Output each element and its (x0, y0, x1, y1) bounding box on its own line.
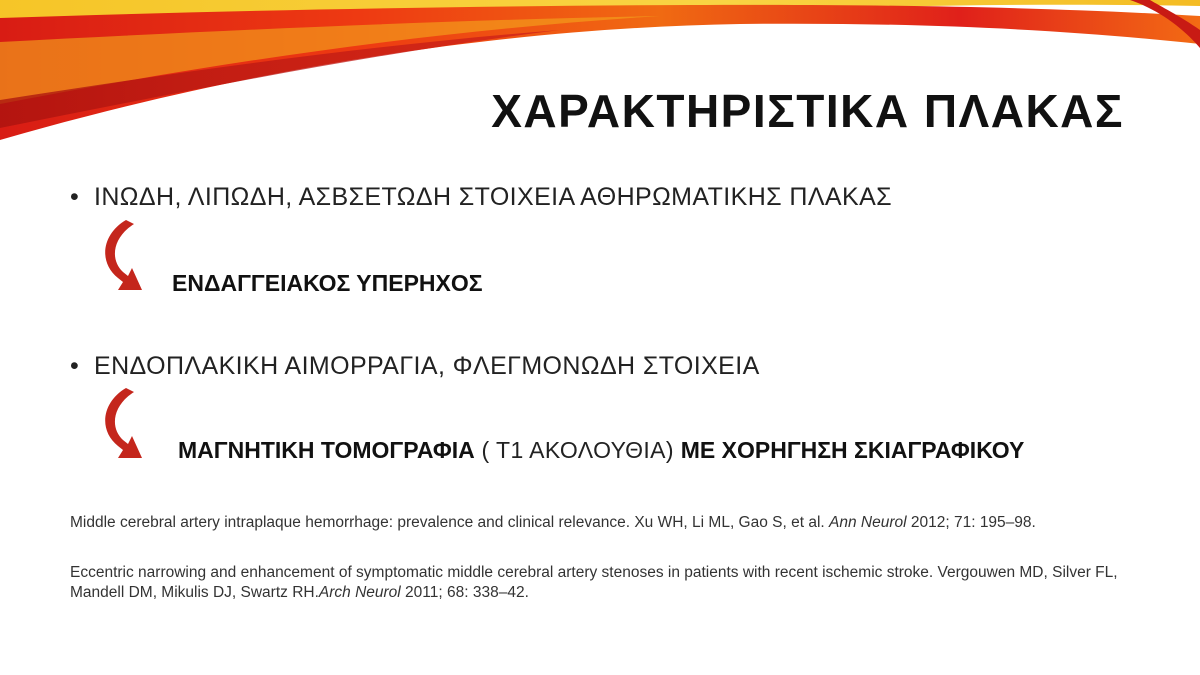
bullet-marker: • (70, 352, 80, 380)
method-name: ΜΑΓΝΗΤΙΚΗ ΤΟΜΟΓΡΑΦΙΑ (178, 437, 475, 463)
bullet-item (70, 183, 892, 212)
method-name: ΕΝΔΑΓΓΕΙΑΚΟΣ ΥΠΕΡΗΧΟΣ (172, 270, 483, 296)
reference-journal: Ann Neurol (829, 514, 907, 531)
method-contrast: ΜΕ ΧΟΡΗΓΗΣΗ ΣΚΙΑΓΡΑΦΙΚΟΥ (680, 437, 1025, 463)
reference-details: 2012; 71: 195–98. (906, 514, 1036, 531)
method-line (172, 270, 483, 297)
curved-arrow-icon (96, 218, 148, 300)
reference-citation (70, 563, 1160, 603)
reference-journal: Arch Neurol (318, 584, 401, 601)
method-line (178, 437, 1024, 464)
bullet-text: ΙΝΩΔΗ, ΛΙΠΩΔΗ, ΑΣΒΣΕΤΩΔΗ ΣΤΟΙΧΕΙΑ ΑΘΗΡΩΜΑΤΙΚΗΣ ΠΛΑΚΑΣ (94, 183, 893, 211)
slide-title: ΧΑΡΑΚΤΗΡΙΣΤΙΚΑ ΠΛΑΚΑΣ (491, 85, 1124, 137)
reference-citation (70, 513, 1160, 533)
reference-details: 2011; 68: 338–42. (400, 584, 529, 601)
bullet-item (70, 352, 760, 381)
reference-text: Eccentric narrowing and enhancement of symptomatic middle cerebral artery stenoses in patients with recent ischemic stroke. Vergouwen MD, Silver FL, Mandell DM, Mikulis DJ, Swartz RH. (70, 564, 1118, 601)
curved-arrow-icon (96, 386, 148, 468)
method-sequence: ( Τ1 ΑΚΟΛΟΥΘΙΑ) (474, 437, 681, 463)
bullet-text: ΕΝΔΟΠΛΑΚΙΚΗ ΑΙΜΟΡΡΑΓΙΑ, ΦΛΕΓΜΟΝΩΔΗ ΣΤΟΙΧΕΙΑ (94, 352, 760, 380)
reference-text: Middle cerebral artery intraplaque hemorrhage: prevalence and clinical relevance. Xu WH, Li ML, Gao S, et al. (70, 514, 830, 531)
bullet-marker: • (70, 183, 80, 211)
